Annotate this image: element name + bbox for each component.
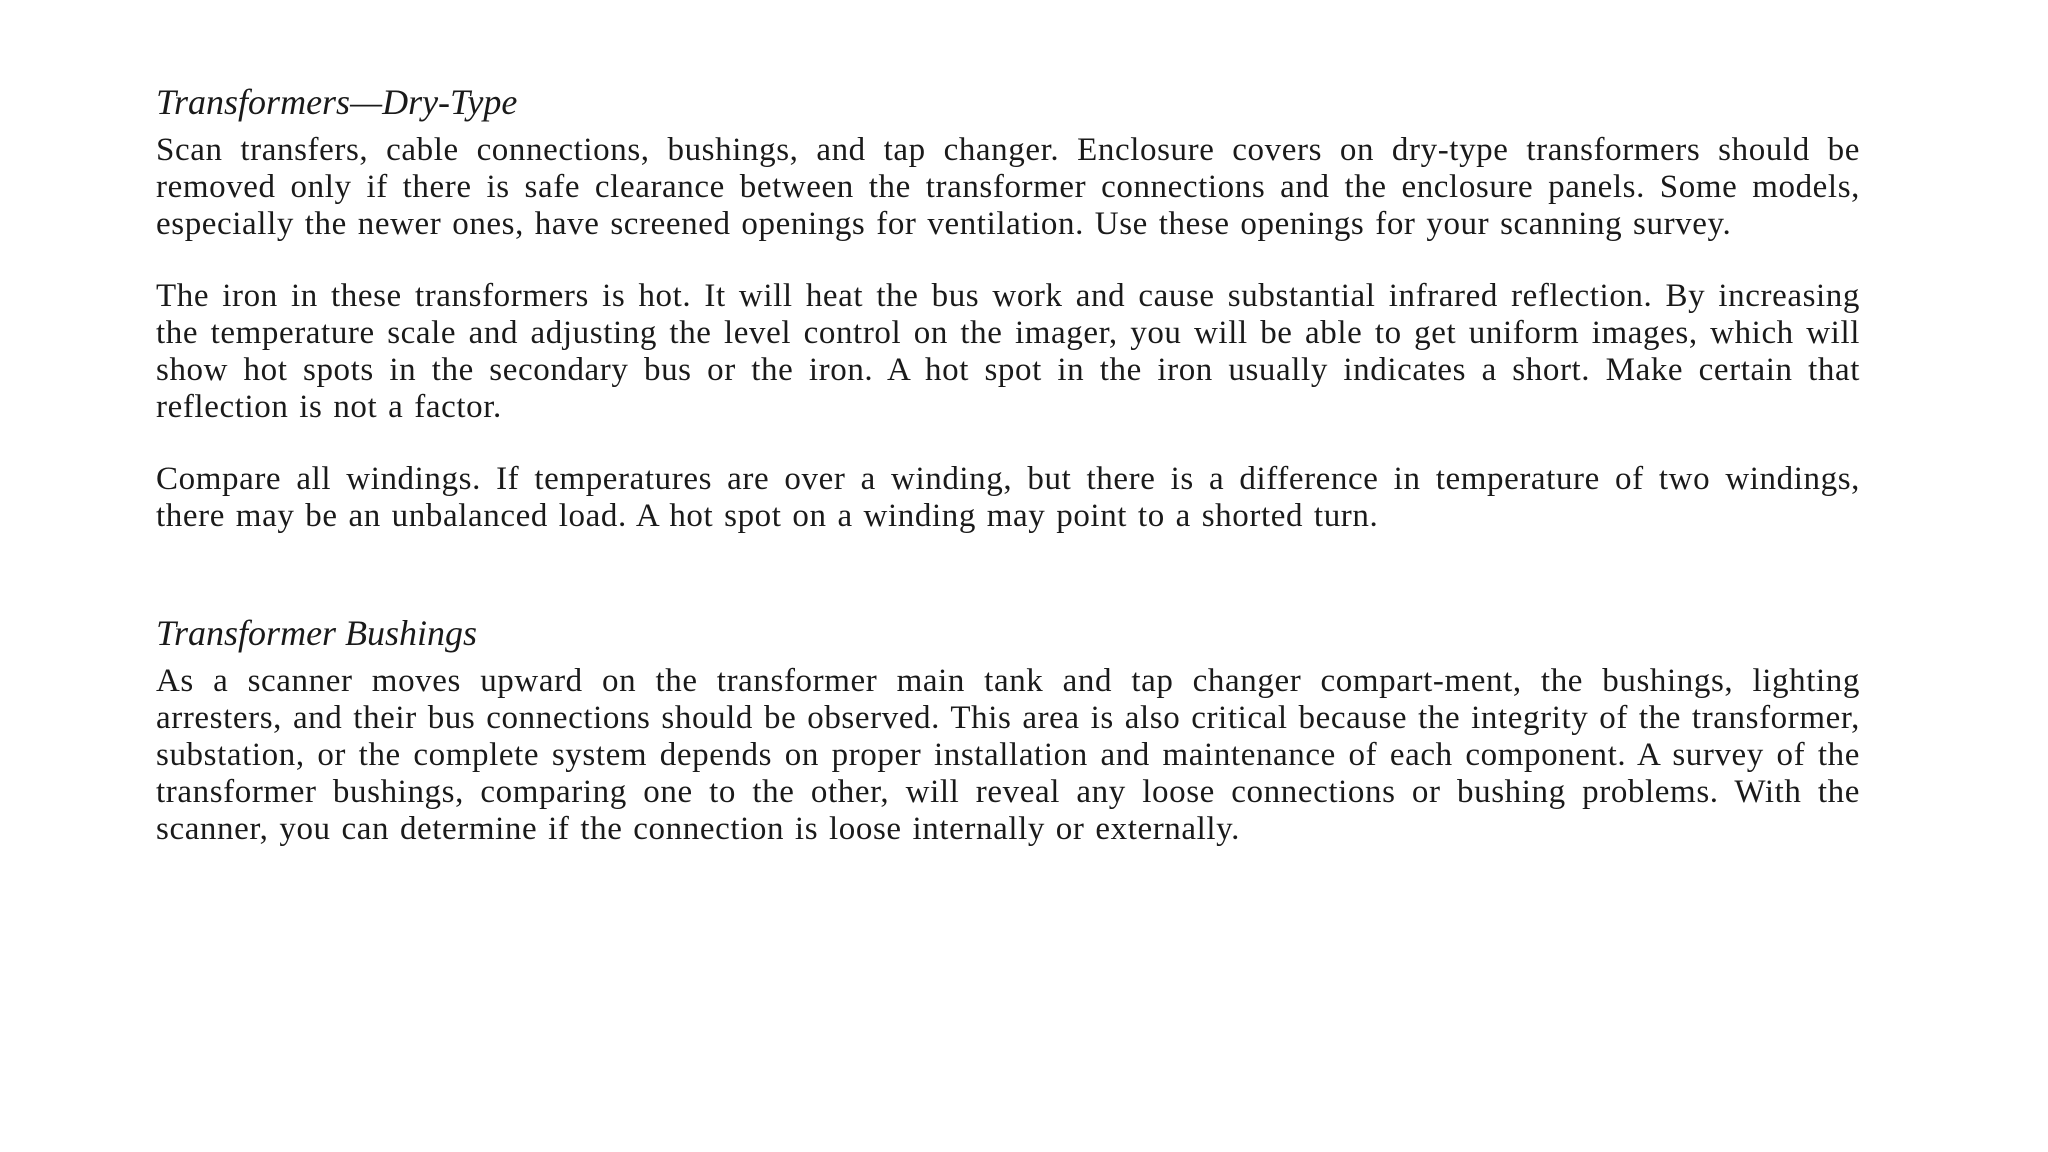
paragraph: The iron in these transformers is hot. It will heat the bus work and cause substantial infrared reflection. By increasing the temperature scale and adjusting the level control on the imager, you will be able to get uniform images, which will show hot spots in the secondary bus or the iron. A hot spot in the iron usually indicates a short. Make certain that reflection is not a factor. <box>156 278 1860 425</box>
section-dry-type-transformers <box>156 76 1860 535</box>
section-heading: Transformer Bushings <box>156 613 478 653</box>
paragraph: Compare all windings. If temperatures are over a winding, but there is a difference in temperature of two windings, there may be an unbalanced load. A hot spot on a winding may point to a shorted turn. <box>156 461 1860 534</box>
section-heading: Transformers—Dry-Type <box>156 82 518 122</box>
document-page <box>156 76 1860 848</box>
paragraph: As a scanner moves upward on the transformer main tank and tap changer compart-ment, the bushings, lighting arresters, and their bus connections should be observed. This area is also critical because the integrity of the transformer, substation, or the complete system depends on proper installation and maintenance of each component. A survey of the transformer bushings, comparing one to the other, will reveal any loose connections or bushing problems. With the scanner, you can determine if the connection is loose internally or externally. <box>156 663 1860 847</box>
section-transformer-bushings <box>156 607 1860 848</box>
paragraph: Scan transfers, cable connections, bushings, and tap changer. Enclosure covers on dry-type transformers should be removed only if there is safe clearance between the transformer connections and the enclosure panels. Some models, especially the newer ones, have screened openings for ventilation. Use these openings for your scanning survey. <box>156 132 1860 242</box>
